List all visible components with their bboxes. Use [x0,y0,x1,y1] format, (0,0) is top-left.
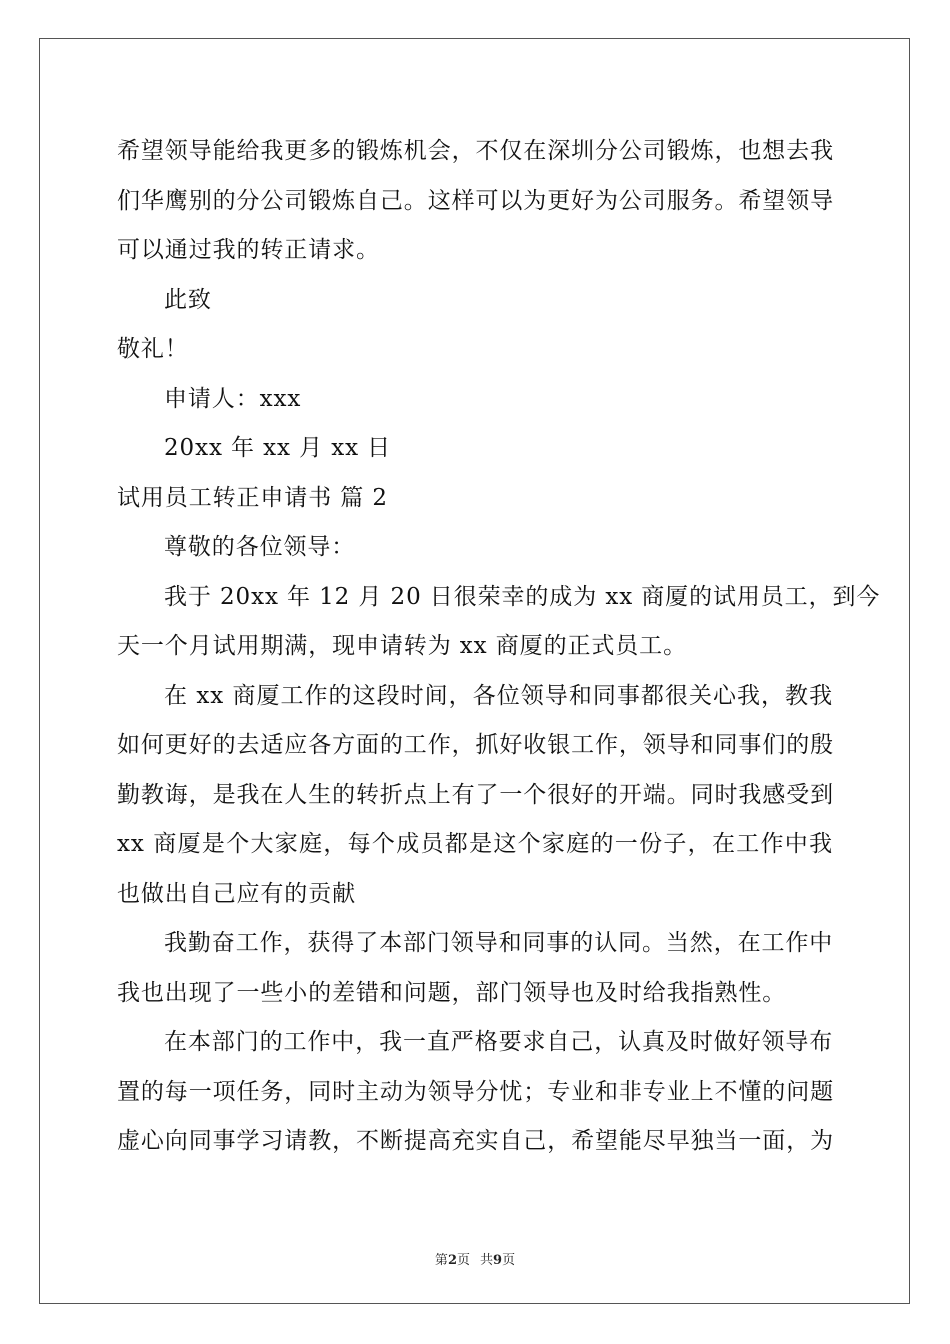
total-suffix: 页 [502,1253,516,1268]
text-line: 20xx 年 xx 月 xx 日 [164,435,392,461]
text-line: 我也出现了一些小的差错和问题，部门领导也及时给我指熟性。 [117,979,787,1006]
text-line: 希望领导能给我更多的锻炼机会，不仅在深圳分公司锻炼，也想去我 [117,138,834,164]
text-line: 此致 [164,286,212,313]
page-footer [0,1249,950,1268]
current-page-number: 2 [447,1253,457,1268]
document-body [117,127,881,1167]
text-line: 虚心向同事学习请教，不断提高充实自己，希望能尽早独当一面，为 [117,1128,834,1154]
text-line: 可以通过我的转正请求。 [117,237,380,263]
total-page-number: 9 [493,1253,503,1268]
text-line: 我勤奋工作，获得了本部门领导和同事的认同。当然，在工作中 [164,930,834,956]
text-line: 申请人：xxx [164,385,302,412]
total-prefix: 共 [480,1253,494,1268]
text-line: 尊敬的各位领导： [164,534,356,560]
text-line: 在 xx 商厦工作的这段时间，各位领导和同事都很关心我，教我 [164,682,833,709]
text-line: 我于 20xx 年 12 月 20 日很荣幸的成为 xx 商厦的试用员工，到今 [164,583,881,610]
text-line: xx 商厦是个大家庭，每个成员都是这个家庭的一份子，在工作中我 [117,831,833,857]
text-line: 们华鹰别的分公司锻炼自己。这样可以为更好为公司服务。希望领导 [117,187,834,214]
page-suffix: 页 [456,1253,470,1268]
text-line: 勤教诲，是我在人生的转折点上有了一个很好的开端。同时我感受到 [117,781,834,808]
text-line: 在本部门的工作中，我一直严格要求自己，认真及时做好领导布 [164,1029,834,1055]
page-prefix: 第 [434,1253,448,1268]
text-line: 敬礼！ [117,336,189,362]
text-line: 也做出自己应有的贡献 [117,880,356,907]
text-line: 如何更好的去适应各方面的工作，抓好收银工作，领导和同事们的殷 [117,732,834,758]
text-line: 置的每一项任务，同时主动为领导分忧；专业和非专业上不懂的问题 [117,1078,834,1105]
text-line: 天一个月试用期满，现申请转为 xx 商厦的正式员工。 [117,633,687,659]
section-heading: 试用员工转正申请书 篇 2 [117,484,388,511]
